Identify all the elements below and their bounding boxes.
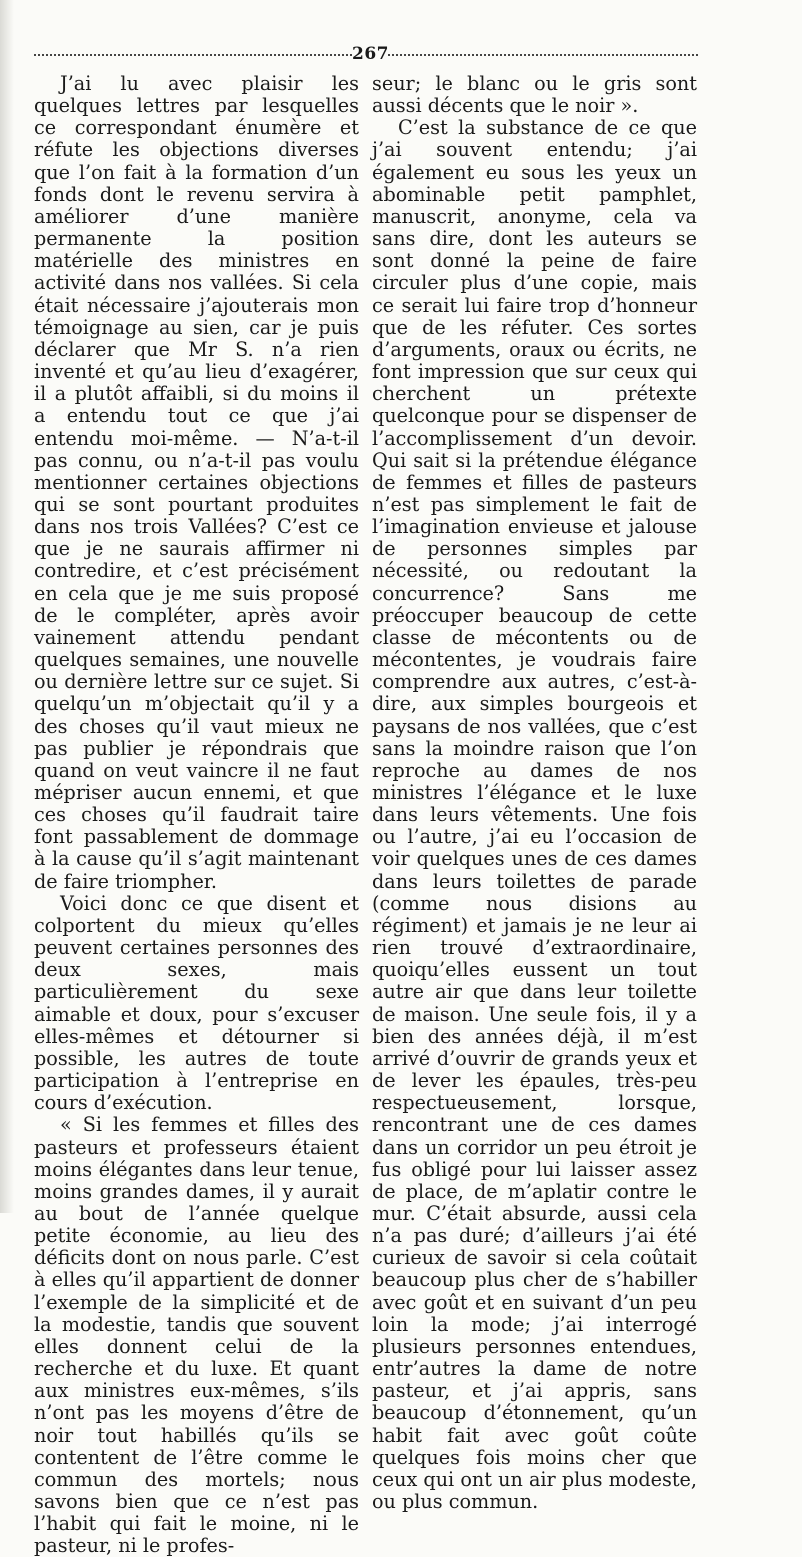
paragraph: Voici donc ce que disent et colportent du mieux qu’elles peuvent certaines personnes des deux sexes, mais particulièrement du sexe aimable et doux, pour s’excuser elles-mêmes et détourner si possible, les autres de toute participation à l’entreprise en cours d’exécution.: [34, 891, 359, 1115]
page-number: 267: [352, 44, 389, 64]
header-rule-left: [34, 54, 352, 56]
paragraph: C’est la substance de ce que j’ai souvent entendu; j’ai également eu sous les yeux un abominable petit pamphlet, manuscrit, anonyme, cela va sans dire, dont les auteurs se sont donné la peine de faire circuler plus d’une copie, mais ce serait lui faire trop d’honneur que de les réfuter. Ces sortes d’arguments, oraux ou écrits, ne font impression que sur ceux qui cherchent un prétexte quelconque pour se dispenser de l’accomplissement d’un devoir. Qui sait si la prétendue élégance de femmes et filles de pasteurs n’est pas simplement le fait de l’imagination envieuse et jalouse de personnes simples par nécessité, ou redoutant la concurrence? Sans me préoccuper beaucoup de cette classe de mécontents ou de mécontentes, je voudrais faire comprendre aux autres, c’est-à-dire, aux simples bourgeois et paysans de nos vallées, que c’est sans la moindre raison que l’on reproche au dames de nos ministres l’élégance et le luxe dans leurs vêtements. Une fois ou l’autre, j’ai eu l’occasion de voir quelques unes de ces dames dans leurs toilettes de parade (comme nous disions au régiment) et jamais je ne leur ai rien trouvé d’extraordinaire, quoiqu’elles eussent un tout autre air que dans leur toilette de maison. Une seule fois, il y a bien des années déjà, il m’est arrivé d’ouvrir de grands yeux et de lever les épaules, très-peu respectueusement, lorsque, rencontrant une de ces dames dans un corridor un peu étroit je fus obligé pour lui laisser assez de place, de m’aplatir contre le mur. C’était absurde, aussi cela n’a pas duré; d’ailleurs j’ai été curieux de savoir si cela coûtait beaucoup plus cher de s’habiller avec goût et en suivant d’un peu loin la mode; j’ai interrogé plusieurs personnes entendues, entr’autres la dame de notre pasteur, et j’ai appris, sans beaucoup d’étonnement, qu’un habit fait avec goût coûte quelques fois moins cher que ceux qui ont un air plus modeste, ou plus commun.: [372, 116, 697, 1513]
paragraph: « Si les femmes et filles des pasteurs et professeurs étaient moins élégantes dans leur tenue, moins grandes dames, il y aurait au bout de l’année quelque petite économie, au lieu des déficits dont on nous parle. C’est à elles qu’il appartient de donner l’exemple de la simplicité et de la modestie, tandis que souvent elles donnent celui de la recherche et du luxe. Et quant aux ministres eux-mêmes, s’ils n’ont pas les moyens d’être de noir tout habillés qu’ils se contentent de l’être comme le commun des mortels; nous savons bien que ce n’est pas l’habit qui fait le moine, ni le pasteur, ni le profes-: [34, 1113, 359, 1557]
paragraph: J’ai lu avec plaisir les quelques lettres par lesquelles ce correspondant énumère et réfute les objections diverses que l’on fait à la formation d’un fonds dont le revenu servira à améliorer d’une manière permanente la position matérielle des ministres en activité dans nos vallées. Si cela était nécessaire j’ajouterais mon témoignage au sien, car je puis déclarer que Mr S. n’a rien inventé et qu’au lieu d’exagérer, il a plutôt affaibli, si du moins il a entendu tout ce que j’ai entendu moi-même. — N’a-t-il pas connu, ou n’a-t-il pas voulu mentionner certaines objections qui se sont pourtant produites dans nos trois Vallées? C’est ce que je ne saurais affirmer ni contredire, et c’est précisément en cela que je me suis proposé de le compléter, après avoir vainement attendu pendant quelques semaines, une nouvelle ou dernière lettre sur ce sujet. Si quelqu’un m’objectait qu’il y a des choses qu’il vaut mieux ne pas publier je répondrais que quand on veut vaincre il ne faut mépriser aucun ennemi, et que ces choses qu’il faudrait taire font passablement de dommage à la cause qu’il s’agit maintenant de faire triompher.: [34, 72, 359, 893]
header-rule-right: [388, 54, 698, 56]
paragraph: seur; le blanc ou le gris sont aussi décents que le noir ».: [372, 72, 697, 118]
page-edge-shadow: [0, 0, 14, 1213]
left-column: [34, 73, 359, 1557]
right-column: [372, 73, 697, 1513]
